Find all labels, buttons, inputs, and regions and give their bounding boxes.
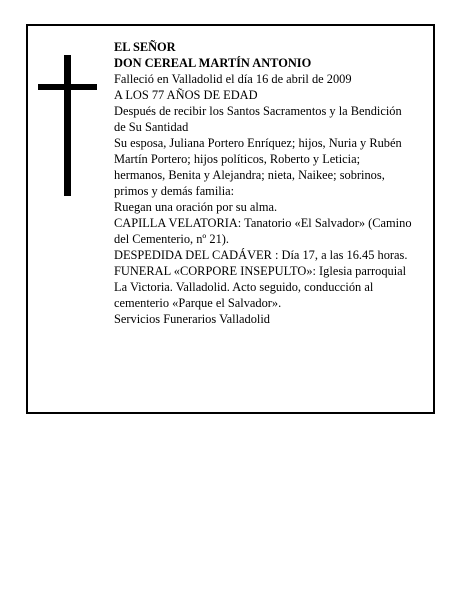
farewell-details: DESPEDIDA DEL CADÁVER : Día 17, a las 16.45 horas. — [114, 248, 408, 262]
cross-horizontal-bar — [38, 84, 97, 90]
notice-title: EL SEÑOR — [114, 40, 176, 54]
deceased-name: DON CEREAL MARTÍN ANTONIO — [114, 56, 312, 70]
cross-vertical-bar — [64, 55, 71, 196]
prayer-request: Ruegan una oración por su alma. — [114, 200, 278, 214]
death-statement: Falleció en Valladolid el día 16 de abril de 2009 — [114, 72, 352, 86]
funeral-details: FUNERAL «CORPORE INSEPULTO»: Iglesia parroquial La Victoria. Valladolid. Acto seguido, conducción al cementerio «Parque el Salvador». — [114, 264, 407, 310]
obituary-text-block — [114, 39, 414, 327]
chapel-details: CAPILLA VELATORIA: Tanatorio «El Salvador» (Camino del Cementerio, nº 21). — [114, 216, 412, 246]
funeral-services-provider: Servicios Funerarios Valladolid — [114, 312, 271, 326]
sacraments-statement: Después de recibir los Santos Sacramentos y la Bendición de Su Santidad — [114, 104, 402, 134]
family-statement: Su esposa, Juliana Portero Enríquez; hijos, Nuria y Rubén Martín Portero; hijos políticos, Roberto y Leticia; hermanos, Benita y Alejandra; nieta, Naikee; sobrinos, primos y demás familia: — [114, 136, 402, 198]
age-statement: A LOS 77 AÑOS DE EDAD — [114, 88, 258, 102]
